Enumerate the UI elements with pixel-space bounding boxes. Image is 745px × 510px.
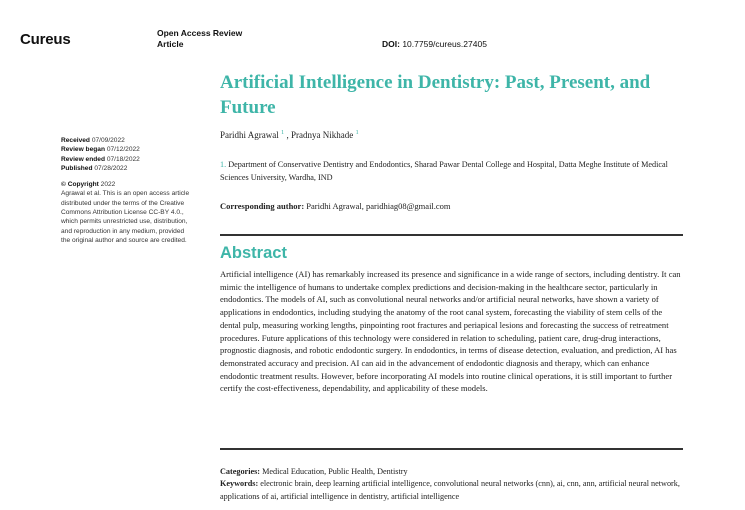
license-line: the original author and source are credited.: [61, 236, 187, 244]
abstract-top-divider: [220, 234, 683, 236]
article-metadata: [220, 466, 690, 503]
affiliation: [220, 159, 690, 184]
keywords-label: Keywords:: [220, 479, 259, 489]
author-affiliation-marker: 1: [281, 129, 285, 136]
date-review-ended: Review ended 07/18/2022: [61, 155, 140, 163]
date-published: Published 07/28/2022: [61, 164, 128, 172]
abstract-bottom-divider: [220, 448, 683, 450]
license-line: Agrawal et al. This is an open access article: [61, 190, 190, 198]
license-line: which permits unrestricted use, distribution,: [61, 218, 188, 226]
date-review-began: Review began 07/12/2022: [61, 146, 140, 154]
license-line: and reproduction in any medium, provided: [61, 227, 185, 235]
journal-logo: Cureus: [20, 31, 71, 48]
abstract-heading: Abstract: [220, 244, 287, 262]
categories-value: Medical Education, Public Health, Dentistry: [262, 467, 408, 476]
doi-label: DOI:: [382, 39, 400, 49]
affiliation-text: Department of Conservative Dentistry and Endodontics, Sharad Pawar Dental College and Hospital, Datta Meghe Institute of Medical Sciences University, Wardha, IND: [220, 160, 668, 182]
license-line: distributed under the terms of the Creative: [61, 199, 185, 207]
author-name[interactable]: Paridhi Agrawal: [220, 130, 279, 140]
doi: [382, 39, 487, 49]
copyright-heading: © Copyright 2022: [61, 181, 116, 189]
categories-line: [220, 466, 690, 478]
corresponding-author: [220, 201, 451, 211]
article-type-line2: Article: [157, 39, 184, 49]
abstract-text: Artificial intelligence (AI) has remarkably increased its presence and significance in a wide range of sectors, including dentistry. It can mimic the intelligence of humans to undertake complex predictions and decision-making in the healthcare sector, particularly in endodontics. The models of AI, such as convolutional neural networks and/or artificial neural networks, have shown a variety of applications in endodontics, including studying the anatomy of the root canal system, forecasting the viability of stem cells of the dental pulp, measuring working lengths, pinpointing root fractures and periapical lesions and forecasting the success of retreatment procedures. Future applications of this technology were considered in relation to scheduling, patient care, drug-drug interactions, prognostic diagnosis, and robotic endodontic surgery. In endodontics, in terms of disease detection, evaluation, and prediction, AI has demonstrated accuracy and precision. AI can aid in the advancement of endodontic diagnosis and therapy, which can enhance endodontic treatment results. However, before incorporating AI models into routine clinical operations, it is still important to further certify the cost-effectiveness, dependability, and applicability of these models.: [220, 269, 681, 394]
corresponding-author-label: Corresponding author:: [220, 201, 305, 211]
corresponding-author-value[interactable]: Paridhi Agrawal, paridhiag08@gmail.com: [306, 201, 451, 211]
article-history-sidebar: [61, 136, 211, 245]
date-received: Received 07/09/2022: [61, 137, 125, 144]
article-title: Artificial Intelligence in Dentistry: Past, Present, and Future: [220, 72, 651, 118]
keywords-line: [220, 478, 690, 503]
affiliation-number: 1.: [220, 160, 227, 169]
author-list: [220, 129, 359, 140]
author-separator: ,: [286, 130, 291, 140]
categories-label: Categories:: [220, 467, 261, 476]
copyright-notice: [61, 180, 211, 245]
article-type: [157, 28, 242, 50]
license-line: Commons Attribution License CC-BY 4.0.,: [61, 209, 184, 217]
author-affiliation-marker: 1: [355, 129, 359, 136]
article-dates: [61, 136, 211, 173]
author-name[interactable]: Pradnya Nikhade: [291, 130, 354, 140]
article-type-line1: Open Access Review: [157, 28, 243, 38]
keywords-value: electronic brain, deep learning artificial intelligence, convolutional neural networks (cnn), ai, cnn, ann, artificial neural network, applications of ai, artificial intelligence in dentistry, artificial intelligence: [220, 479, 680, 501]
doi-value[interactable]: 10.7759/cureus.27405: [402, 39, 487, 49]
